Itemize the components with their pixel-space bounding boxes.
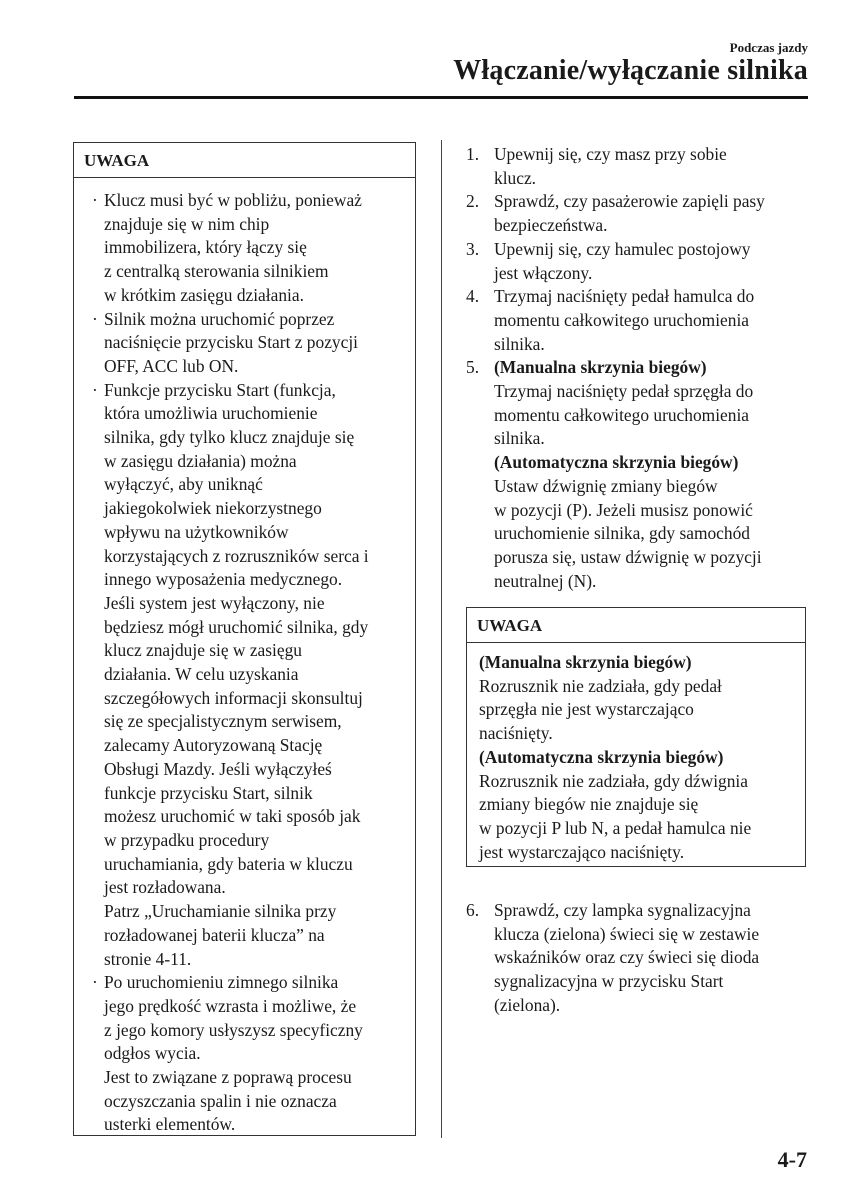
caution-item [92,189,415,308]
caution-item [92,971,415,1137]
step-line: (zielona). [494,994,561,1015]
step-line: momentu całkowitego uruchomienia [494,404,749,425]
step-number: 4. [466,286,480,307]
step-line: Trzymaj naciśnięty pedał sprzęgła do [494,381,754,402]
step-line: Ustaw dźwignię zmiany biegów [494,475,718,496]
step-line: klucz. [494,167,537,188]
caution-line: Jeśli system jest wyłączony, nie [104,592,325,613]
column-divider [441,140,442,1138]
caution-line: Jest to związane z poprawą procesu [104,1067,352,1088]
caution-line: w zasięgu działania) można [104,450,297,471]
caution-line: naciśnięcie przycisku Start z pozycji [104,332,358,353]
caution-subheading: (Manualna skrzynia biegów) [479,652,692,672]
step-line: w pozycji (P). Jeżeli musisz ponowić [494,499,753,520]
caution-line: jakiegokolwiek niekorzystnego [104,498,322,519]
caution-line: w krótkim zasięgu działania. [104,284,304,305]
caution-line: Silnik można uruchomić poprzez [104,308,335,329]
step-line: silnika. [494,428,545,449]
caution-line: korzystających z rozruszników serca i [104,545,369,566]
caution-line: Klucz musi być w pobliżu, ponieważ [104,190,362,210]
step-line: jest włączony. [494,262,593,283]
caution-line: oczyszczania spalin i nie oznacza [104,1090,337,1111]
caution-line: możesz uruchomić w taki sposób jak [104,806,361,827]
caution-line: zmiany biegów nie znajduje się [479,794,699,815]
caution-line: usterki elementów. [104,1114,236,1135]
bullet: · [92,190,98,210]
caution-line: jest wystarczająco naciśnięty. [479,841,685,862]
caution-line: uruchamiania, gdy bateria w kluczu [104,853,353,874]
step-line: Trzymaj naciśnięty pedał hamulca do [494,286,755,307]
step-subheading: (Manualna skrzynia biegów) [494,357,707,378]
caution-line: funkcje przycisku Start, silnik [104,782,313,803]
caution-line: działania. W celu uzyskania [104,664,299,685]
caution-line: Obsługi Mazdy. Jeśli wyłączyłeś [104,758,332,779]
caution-line: innego wyposażenia medycznego. [104,569,343,590]
caution-line: jego prędkość wzrasta i możliwe, że [104,995,357,1016]
step-4 [466,285,811,356]
step-line: bezpieczeństwa. [494,215,608,236]
step-5 [466,356,811,593]
caution-line: sprzęgła nie jest wystarczająco [479,699,694,720]
header-rule [74,96,808,99]
caution-line: w przypadku procedury [104,829,270,850]
caution-line: OFF, ACC lub ON. [104,355,239,376]
caution-heading: UWAGA [467,608,805,643]
caution-line: się ze specjalistycznym serwisem, [104,711,342,732]
caution-line: odgłos wycia. [104,1043,201,1064]
caution-line: zalecamy Autoryzowaną Stację [104,735,323,756]
caution-line: która umożliwia uruchomienie [104,403,318,424]
caution-heading: UWAGA [74,143,415,178]
page-number: 4-7 [777,1147,807,1172]
caution-line: szczegółowych informacji skonsultuj [104,687,363,708]
step-line: porusza się, ustaw dźwignię w pozycji [494,546,762,567]
step-number: 1. [466,144,480,164]
caution-line: silnika, gdy tylko klucz znajduje się [104,427,355,448]
caution-line: Patrz „Uruchamianie silnika przy [104,901,337,922]
caution-line: z jego komory usłyszysz specyficzny [104,1019,363,1040]
bullet: · [92,379,98,400]
step-number: 2. [466,191,480,212]
step-number: 3. [466,238,480,259]
caution-line: Funkcje przycisku Start (funkcja, [104,379,336,400]
caution-line: z centralką sterowania silnikiem [104,261,329,282]
bullet: · [92,972,98,993]
caution-subheading: (Automatyczna skrzynia biegów) [479,746,724,767]
step-subheading: (Automatyczna skrzynia biegów) [494,452,739,473]
page-reference[interactable]: stronie 4-11. [104,948,192,969]
caution-line: immobilizera, który łączy się [104,237,307,258]
caution-line: będziesz mógł uruchomić silnika, gdy [104,616,369,637]
step-6-body [466,899,811,1018]
step-2 [466,190,811,237]
step-line: momentu całkowitego uruchomienia [494,309,749,330]
step-line: silnika. [494,333,545,354]
procedure-steps [466,143,811,593]
caution-line: rozładowanej baterii klucza” na [104,924,325,945]
step-line: Upewnij się, czy hamulec postojowy [494,238,751,259]
caution-line: jest rozładowana. [104,877,226,898]
step-line: klucza (zielona) świeci się w zestawie [494,923,760,944]
caution-line: wpływu na użytkowników [104,521,289,542]
page-title: Włączanie/wyłączanie silnika [453,55,808,86]
step-line: Sprawdź, czy lampka sygnalizacyjna [494,900,751,920]
caution-line: Rozrusznik nie zadziała, gdy dźwignia [479,770,748,791]
step-line: neutralnej (N). [494,570,597,591]
caution-line: w pozycji P lub N, a pedał hamulca nie [479,817,752,838]
step-line: sygnalizacyjna w przycisku Start [494,971,724,992]
caution-line: Rozrusznik nie zadziała, gdy pedał [479,675,722,696]
caution-box-right [466,607,806,867]
caution-item [92,379,415,972]
caution-body [467,643,805,864]
caution-list [74,189,415,1137]
caution-line: Po uruchomieniu zimnego silnika [104,972,339,993]
caution-line: naciśnięty. [479,723,553,744]
caution-line: znajduje się w nim chip [104,213,270,234]
step-1 [466,143,811,190]
step-line: Sprawdź, czy pasażerowie zapięli pasy [494,191,765,212]
section-label: Podczas jazdy [729,40,808,55]
caution-line: klucz znajduje się w zasięgu [104,640,302,661]
step-line: uruchomienie silnika, gdy samochód [494,523,750,544]
step-3 [466,238,811,285]
step-6 [466,899,811,1018]
caution-box-left [73,142,416,1136]
caution-item [92,308,415,379]
bullet: · [92,308,98,329]
step-line: wskaźników oraz czy świeci się dioda [494,947,760,968]
step-line: Upewnij się, czy masz przy sobie [494,144,727,164]
caution-line: wyłączyć, aby uniknąć [104,474,263,495]
step-number: 5. [466,357,480,378]
step-number: 6. [466,900,480,920]
